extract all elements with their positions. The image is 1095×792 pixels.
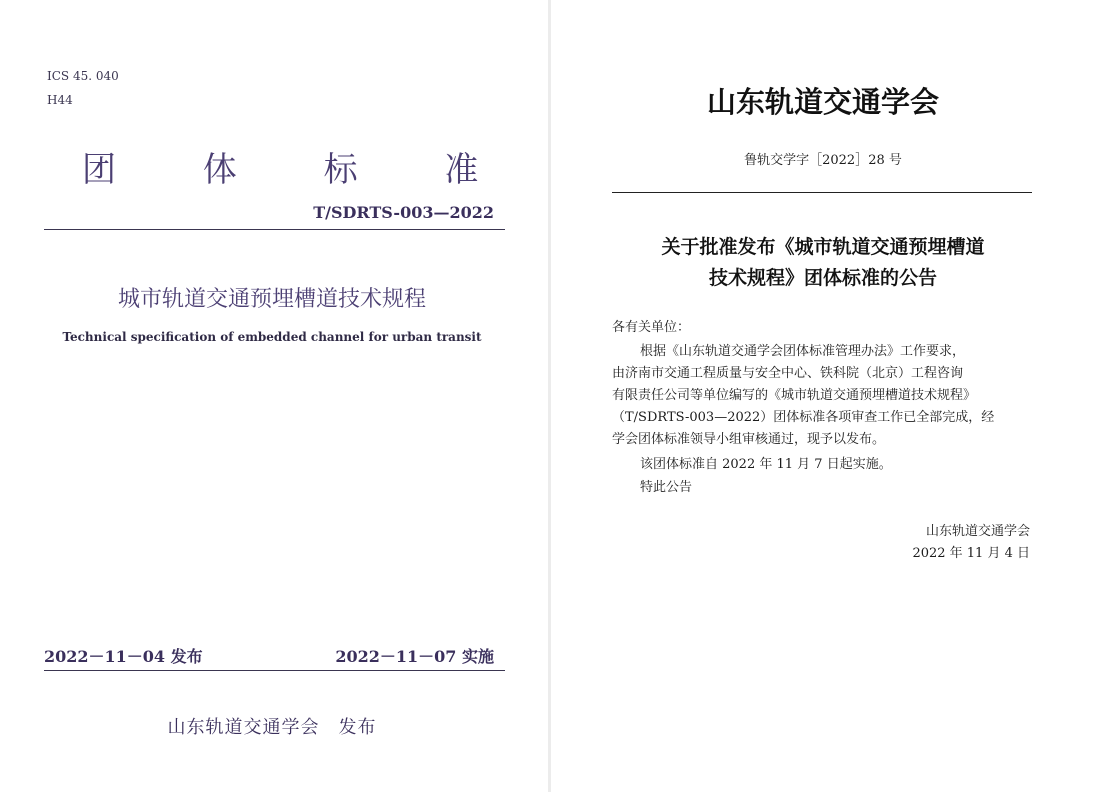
notice-page	[551, 0, 1095, 792]
chinese-title: 城市轨道交通预埋槽道技术规程	[117, 287, 426, 312]
cover-title: 团 体 标 准	[82, 150, 517, 190]
signature-organization: 山东轨道交通学会	[925, 524, 1030, 539]
ccs-code: H44	[47, 93, 73, 107]
body-line: 由济南市交通工程质量与安全中心、铁科院（北京）工程咨询	[612, 366, 964, 381]
signature-date: 2022 年 11 月 4 日	[912, 546, 1030, 561]
organization-header: 山东轨道交通学会	[706, 85, 939, 119]
cover-bottom-rule	[44, 670, 505, 671]
body-line: 学会团体标准领导小组审核通过，现予以发布。	[612, 432, 886, 447]
issue-date: 2022－11－04 发布	[44, 647, 203, 666]
cover-top-rule	[44, 229, 505, 230]
implementation-date: 2022－11－07 实施	[335, 647, 494, 666]
salutation: 各有关单位：	[612, 320, 691, 335]
notice-title-line: 关于批准发布《城市轨道交通预埋槽道	[661, 236, 985, 258]
document-number: 鲁轨交学字［2022］28 号	[744, 153, 902, 168]
body-line: 特此公告	[640, 480, 693, 495]
notice-header-rule	[612, 192, 1032, 193]
body-line: 有限责任公司等单位编写的《城市轨道交通预埋槽道技术规程》	[612, 388, 977, 403]
english-title: Technical specification of embedded channel for urban transit	[62, 330, 482, 344]
standard-number: T/SDRTS-003—2022	[313, 203, 494, 222]
notice-title-line: 技术规程》团体标准的公告	[708, 267, 937, 289]
body-line: 该团体标准自 2022 年 11 月 7 日起实施。	[640, 457, 892, 472]
ics-code: ICS 45. 040	[47, 69, 119, 83]
body-line: 根据《山东轨道交通学会团体标准管理办法》工作要求，	[640, 344, 966, 359]
publisher: 山东轨道交通学会 发布	[167, 717, 377, 738]
body-line: （T/SDRTS-003—2022）团体标准各项审查工作已全部完成，经	[612, 410, 995, 425]
